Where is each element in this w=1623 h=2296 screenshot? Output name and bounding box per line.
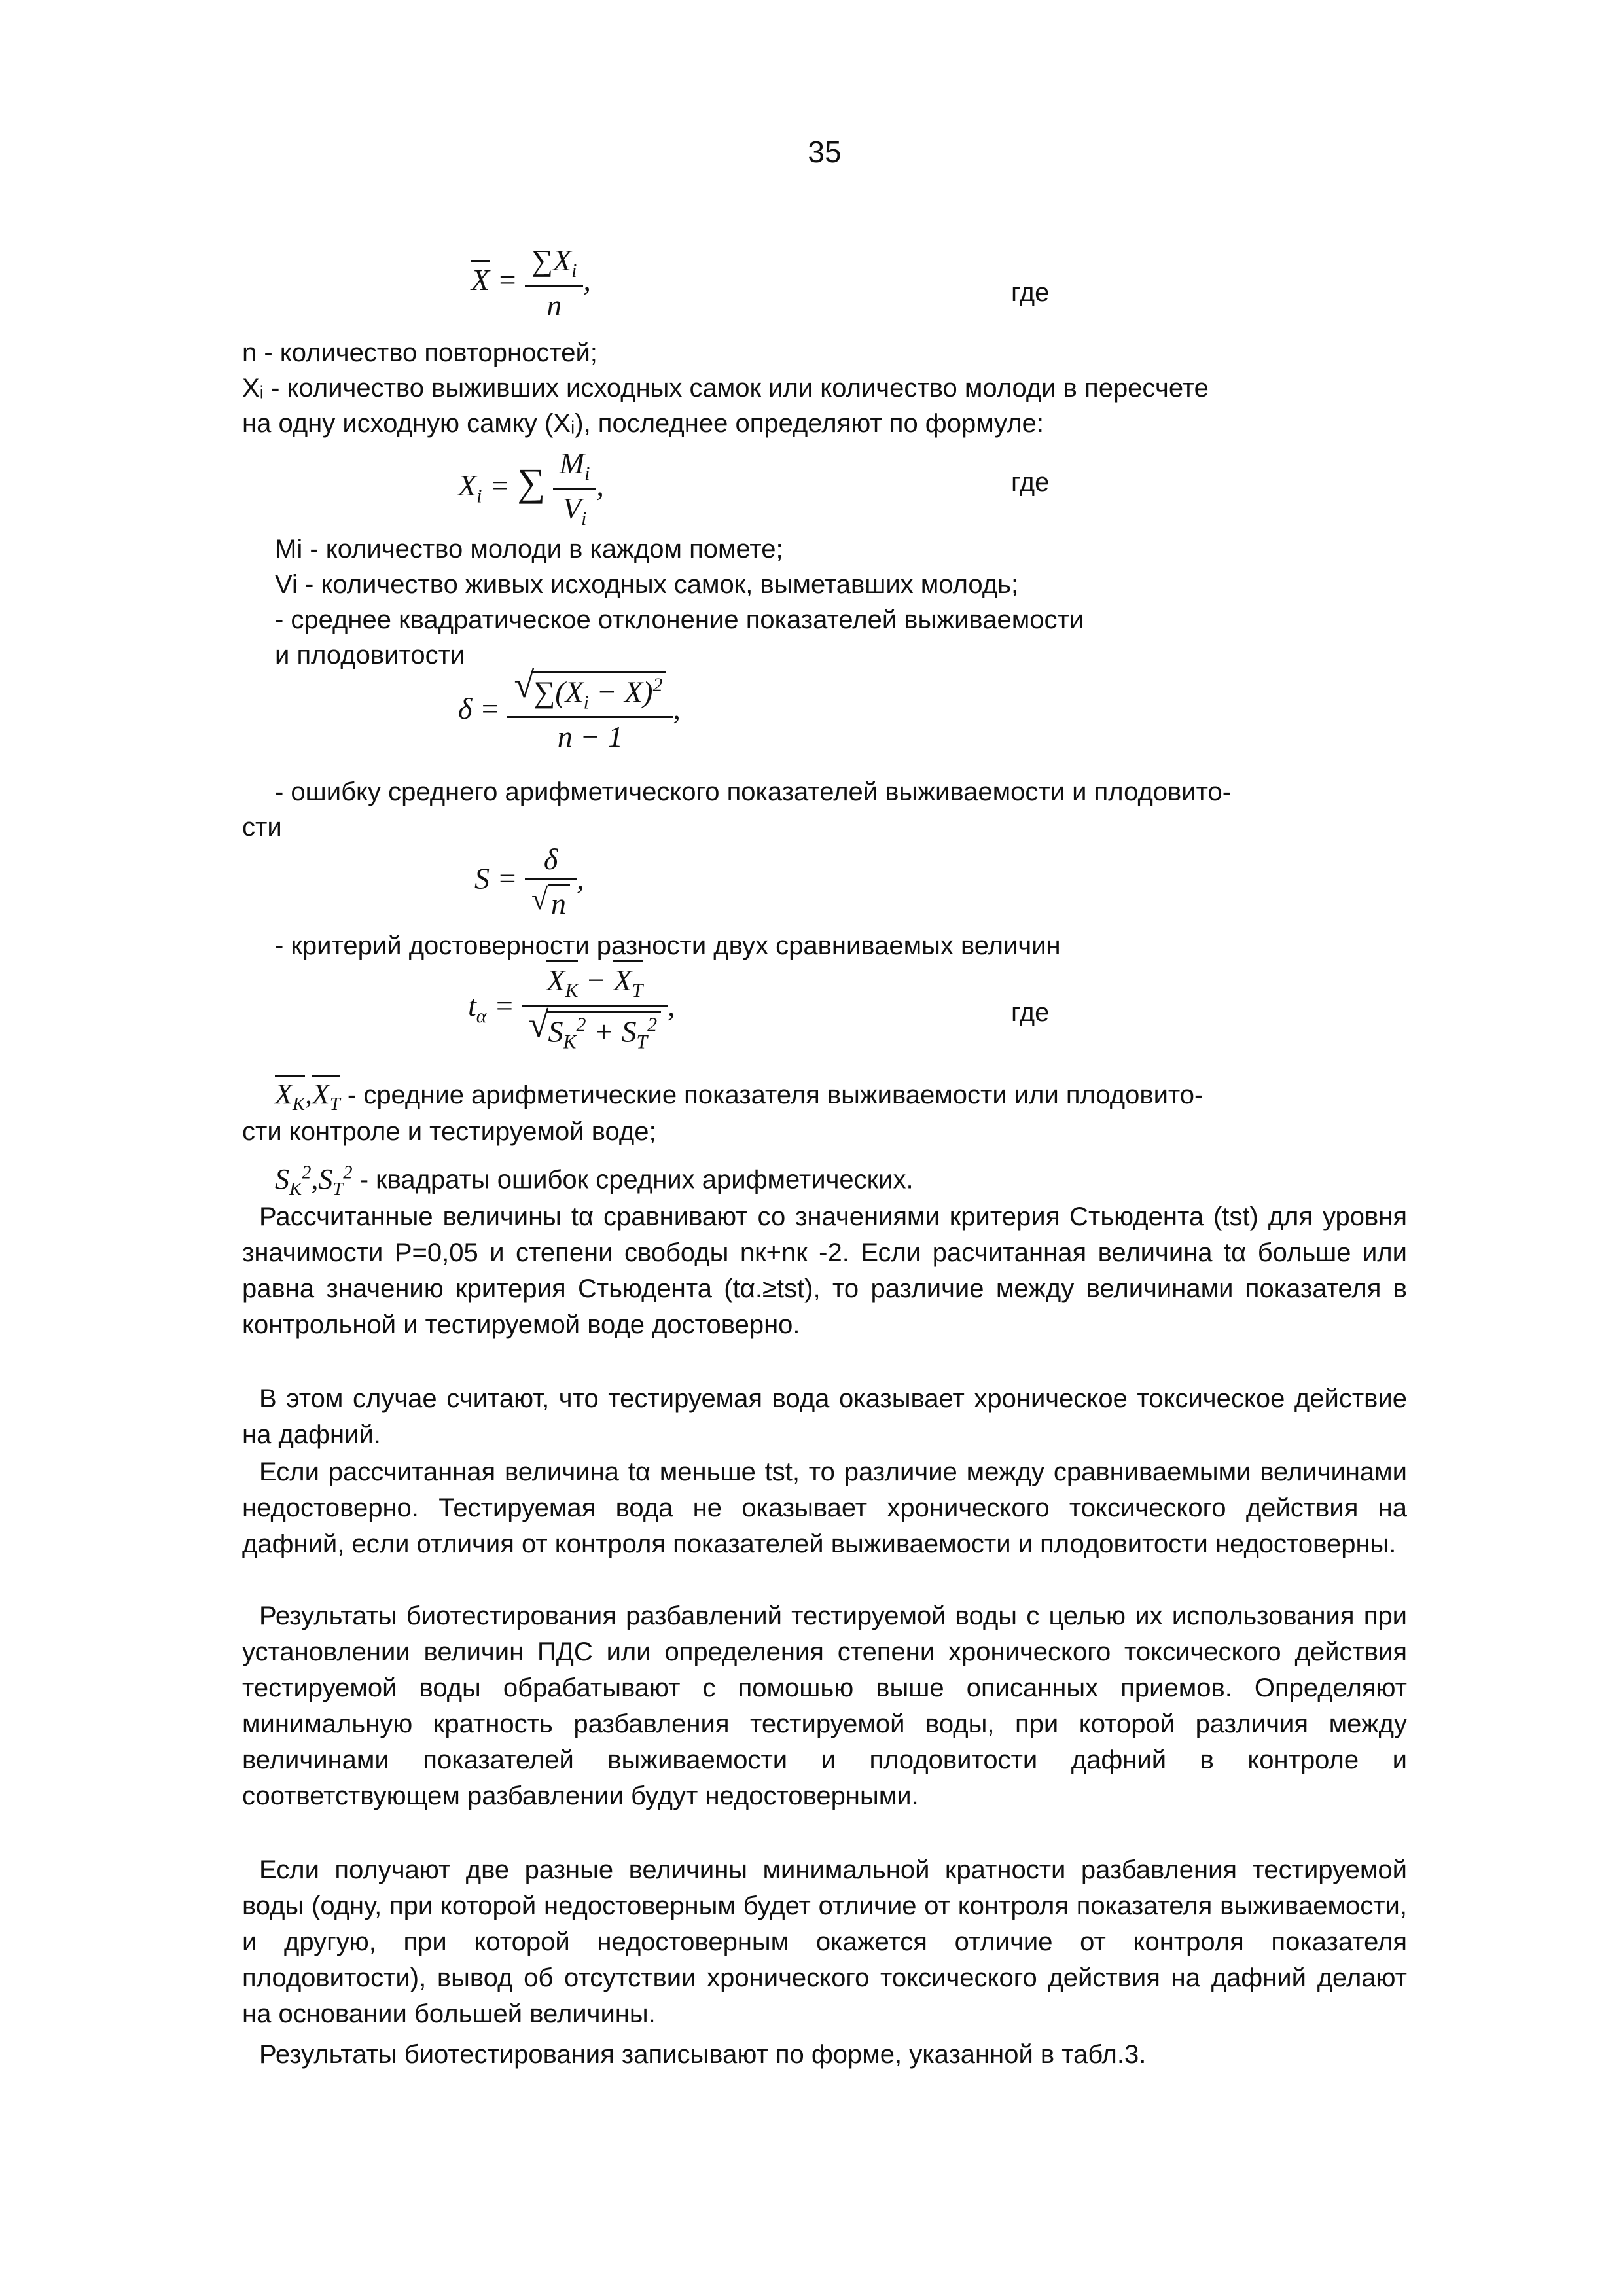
where-label-3: где: [1011, 998, 1050, 1027]
sk-st-definition: $S_K^2,S_T^2$ - квадраты ошибок средних арифметических.: [275, 1162, 914, 1200]
xk-xt-symbol: $X_K,X_T$: [275, 1075, 340, 1110]
where-label-1: где: [1011, 278, 1050, 307]
paragraph-5: Если получают две разные величины минимальной кратности разбавления тестируемой воды (одну, при которой недостоверным будет отличие от контроля показателя выживаемости, и другую, при которой недостоверным окажется отличие от контроля показателя плодовитости), вывод об отсутствии хронического токсического действия на дафний делают на основании большей величины.: [242, 1856, 1407, 2028]
where-label-2: где: [1011, 468, 1050, 497]
formula-xi: $X_i$ = ∑ $\frac{M_i}{V_i}$ ,: [458, 446, 604, 530]
formula-error: S = δ √ n ,: [474, 842, 584, 920]
formula-std-deviation: δ = √ $\sum(X_i - X)^2$ n − 1 ,: [458, 665, 681, 754]
vi-definition: Vi - количество живых исходных самок, выметавших молодь;: [275, 570, 1019, 599]
mi-definition: Mi - количество молоди в каждом помете;: [275, 535, 783, 564]
formula-t-alpha: $t_\alpha$ = $X_K - X_T$ √ $S_K^2 + S_T^2$ ,: [468, 965, 675, 1052]
n-definition: n - количество повторностей;: [242, 338, 597, 367]
xi-definition-line-2: на одну исходную самку (Xᵢ), последнее определяют по формуле:: [242, 409, 1044, 438]
xi-definition-line-1: Xᵢ - количество выживших исходных самок или количество молоди в пересчете: [242, 374, 1209, 403]
criterion-line: - критерий достоверности разности двух сравниваемых величин: [275, 931, 1061, 960]
formula-mean: X = $\frac{\sum X_i}{n}$ ,: [471, 243, 591, 323]
error-line-2: сти: [242, 813, 282, 842]
page-number: 35: [808, 135, 842, 169]
paragraph-2: В этом случае считают, что тестируемая вода оказывает хроническое токсическое действие на дафний.: [242, 1384, 1407, 1449]
error-line-1: - ошибку среднего арифметического показателей выживаемости и плодовито-: [275, 778, 1232, 806]
paragraph-1: Рассчитанные величины tα сравнивают со значениями критерия Стьюдента (tst) для уровня значимости P=0,05 и степени свободы nк+nк -2. Если расчитанная величина tα больше или равна значению критерия Стьюдента (tα.≥tst), то различие между величинами показателя в контрольной и тестируемой воде достоверно.: [242, 1202, 1407, 1339]
std-dev-line-2: и плодовитости: [275, 641, 465, 670]
xk-xt-definition-line-2: сти контроле и тестируемой воде;: [242, 1117, 656, 1146]
xk-xt-definition-line-1: $X_K,X_T$ - средние арифметические показателя выживаемости или плодовито-: [275, 1077, 1203, 1122]
sk-st-symbol: $S_K^2,S_T^2$: [275, 1162, 353, 1200]
paragraph-3: Если рассчитанная величина tα меньше tst, то различие между сравниваемыми величинами недостоверно. Тестируемая вода не оказывает хронического токсического действия на дафний, если отличия от контроля показателей выживаемости и плодовитости недостоверны.: [242, 1458, 1407, 1558]
paragraph-4: Результаты биотестирования разбавлений тестируемой воды с целью их использования при установлении величин ПДС или определения степени хронического токсического действия тестируемой воды обрабатывают с помошью выше описанных приемов. Определяют минимальную кратность разбавления тестируемой воды, при которой различия между величинами показателей выживаемости и плодовитости дафний в контроле и соответствующем разбавлении будут недостоверными.: [242, 1602, 1407, 1810]
std-dev-line-1: - среднее квадратическое отклонение показателей выживаемости: [275, 605, 1084, 634]
paragraph-6: Результаты биотестирования записывают по форме, указанной в табл.3.: [259, 2040, 1147, 2069]
